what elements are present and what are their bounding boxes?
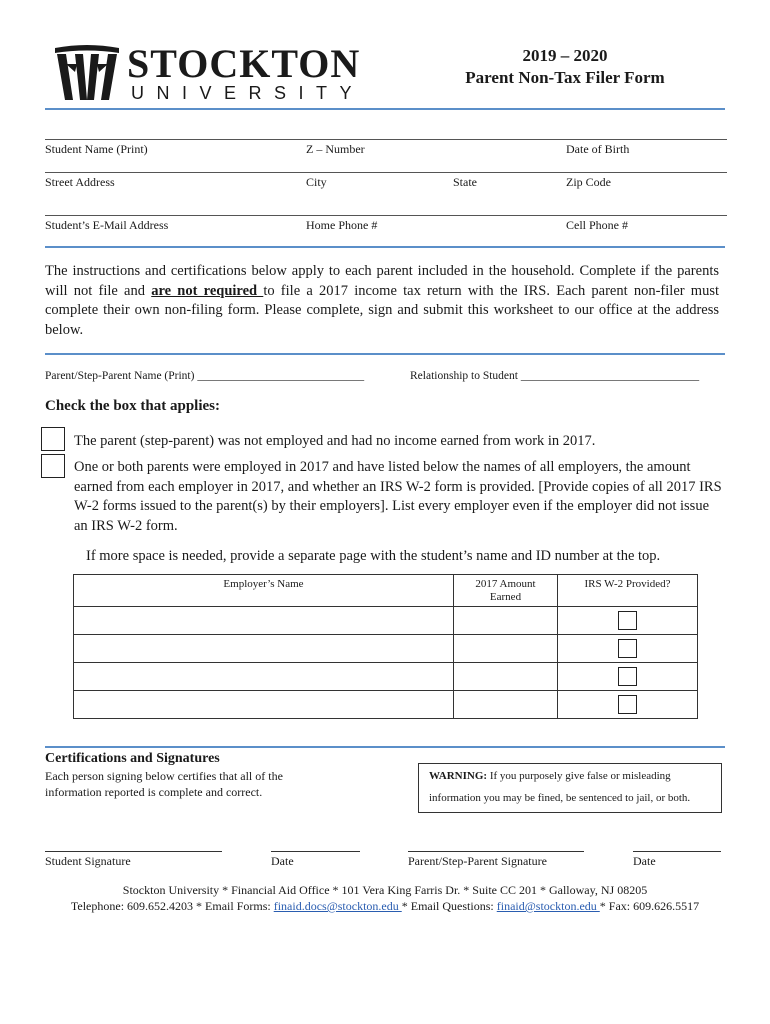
w2-cell: [558, 663, 698, 691]
instructions-text-1: The instructions and certifications below apply to each parent included in the household. Complete if the parents will not file and: [45, 263, 719, 299]
w2-checkbox[interactable]: [618, 639, 637, 658]
date1-line[interactable]: [271, 851, 360, 852]
home-phone-field[interactable]: Home Phone #: [306, 218, 378, 232]
w2-cell: [558, 691, 698, 719]
footer-email-questions-label: * Email Questions:: [401, 899, 497, 913]
student-row3-line: [45, 215, 727, 216]
amount-cell[interactable]: [454, 663, 558, 691]
parent-signature-line[interactable]: [408, 851, 584, 852]
w2-checkbox[interactable]: [618, 695, 637, 714]
warning-text-1: If you purposely give false or misleading: [487, 770, 671, 782]
employed-checkbox[interactable]: [41, 454, 65, 478]
warning-line-1: [429, 770, 671, 782]
instructions-text-2: to file a 2017 income tax return with the IRS. Each parent non-filer must complete their own non-filing form. Please complete, sign and submit this worksheet to our office at the address below.: [45, 282, 719, 338]
date-of-birth-field[interactable]: Date of Birth: [566, 142, 630, 156]
parent-signature-label: Parent/Step-Parent Signature: [408, 854, 547, 868]
warning-label: WARNING:: [429, 770, 488, 782]
check-heading: Check the box that applies:: [45, 398, 221, 414]
header-divider: [45, 108, 725, 110]
student-name-field[interactable]: Student Name (Print): [45, 142, 148, 156]
employer-name-cell[interactable]: [74, 635, 454, 663]
amount-cell[interactable]: [454, 635, 558, 663]
instructions-divider: [45, 353, 725, 355]
footer-telephone: Telephone: 609.652.4203 * Email Forms:: [70, 899, 274, 913]
amount-cell[interactable]: [454, 607, 558, 635]
more-space-note: If more space is needed, provide a separate page with the student’s name and ID number at the top.: [86, 548, 661, 564]
table-row: [74, 663, 698, 691]
instructions-paragraph: [45, 262, 719, 340]
w2-checkbox[interactable]: [618, 611, 637, 630]
footer-fax: * Fax: 609.626.5517: [599, 899, 700, 913]
z-number-field[interactable]: Z – Number: [306, 142, 365, 156]
student-row2-line: [45, 172, 727, 173]
w2-provided-header: IRS W-2 Provided?: [558, 575, 698, 607]
street-address-field[interactable]: Street Address: [45, 175, 115, 189]
w2-cell: [558, 607, 698, 635]
zip-code-field[interactable]: Zip Code: [566, 175, 611, 189]
employed-option-label: One or both parents were employed in 2017 and have listed below the names of all employers, the amount earned from each employer in 2017, and whether an IRS W-2 form is provided. [Provide copies of all 2017 IRS W-2 forms issued to the parent(s) by their employers]. List every employer even if the employer did not issue an IRS W-2 form.: [74, 459, 722, 534]
employer-name-cell[interactable]: [74, 607, 454, 635]
employer-table-header: [74, 575, 698, 607]
employer-name-cell[interactable]: [74, 663, 454, 691]
employer-table: [73, 574, 698, 719]
student-signature-line[interactable]: [45, 851, 222, 852]
amount-earned-header: 2017 Amount Earned: [454, 575, 558, 607]
student-email-field[interactable]: Student’s E-Mail Address: [45, 218, 169, 232]
student-row1-line: [45, 139, 727, 140]
table-row: [74, 607, 698, 635]
instructions-emphasis: are not required: [151, 282, 264, 299]
table-row: [74, 635, 698, 663]
amount-cell[interactable]: [454, 691, 558, 719]
fields-divider: [45, 246, 725, 248]
date2-line[interactable]: [633, 851, 721, 852]
certifications-text: Each person signing below certifies that all of the information reported is complete and correct.: [45, 769, 283, 799]
relationship-field[interactable]: Relationship to Student _______________________________: [410, 370, 700, 382]
student-signature-label: Student Signature: [45, 854, 131, 868]
logo-trees-icon: [53, 44, 121, 104]
certifications-heading: Certifications and Signatures: [45, 751, 220, 766]
w2-checkbox[interactable]: [618, 667, 637, 686]
employer-name-cell[interactable]: [74, 691, 454, 719]
email-questions-link[interactable]: finaid@stockton.edu: [496, 899, 600, 913]
date2-label: Date: [633, 854, 656, 868]
certifications-divider: [45, 746, 725, 748]
form-title: Parent Non-Tax Filer Form: [465, 68, 665, 87]
no-income-option-label: The parent (step-parent) was not employed and had no income earned from work in 2017.: [74, 433, 596, 449]
table-row: [74, 691, 698, 719]
university-logo: [53, 41, 365, 106]
logo-wordmark: STOCKTON: [127, 41, 361, 86]
parent-name-field[interactable]: Parent/Step-Parent Name (Print) _____________________________: [45, 370, 365, 382]
no-income-checkbox[interactable]: [41, 427, 65, 451]
footer-address: Stockton University * Financial Aid Office * 101 Vera King Farris Dr. * Suite CC 201 * Galloway, NJ 08205: [122, 883, 648, 897]
state-field[interactable]: State: [453, 175, 477, 189]
footer-contact: [0, 899, 770, 914]
form-year: 2019 – 2020: [522, 46, 608, 65]
w2-cell: [558, 635, 698, 663]
email-forms-link[interactable]: finaid.docs@stockton.edu: [273, 899, 402, 913]
city-field[interactable]: City: [306, 175, 327, 189]
employer-name-header: Employer’s Name: [74, 575, 454, 607]
warning-box: [418, 763, 722, 813]
logo-subtitle: UNIVERSITY: [131, 83, 365, 103]
date1-label: Date: [271, 854, 294, 868]
warning-text-2: information you may be fined, be sentenced to jail, or both.: [429, 792, 691, 804]
cell-phone-field[interactable]: Cell Phone #: [566, 218, 628, 232]
